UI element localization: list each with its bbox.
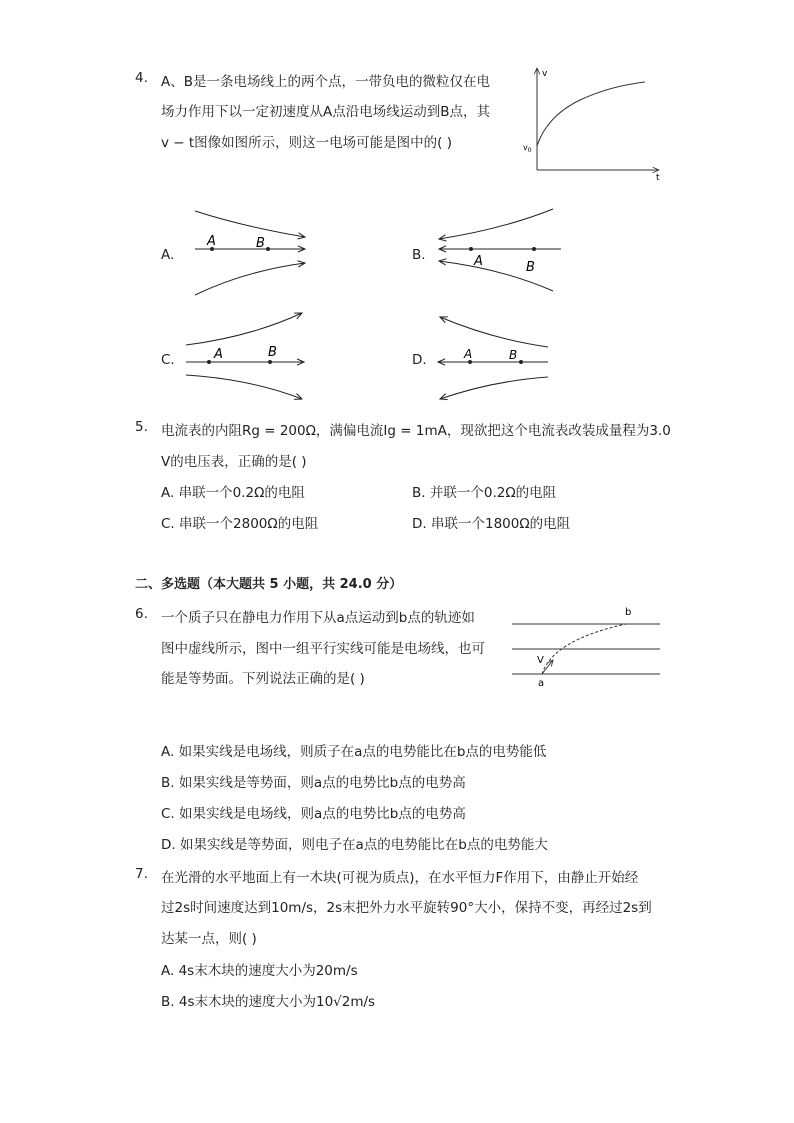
- option-label: B.: [412, 485, 426, 501]
- option-text: 如果实线是等势面，则电子在a点的电势能比在b点的电势能大: [179, 837, 548, 853]
- question-number: 4.: [135, 70, 148, 86]
- v0-label: $v_0$: [523, 143, 532, 154]
- option-a-label: A.: [161, 247, 175, 263]
- option-label: C.: [161, 806, 175, 822]
- option-label: B.: [161, 775, 175, 791]
- option-a[interactable]: [161, 740, 546, 760]
- point-b: [532, 247, 536, 251]
- question-number: 5.: [135, 419, 148, 435]
- x-axis-label: t: [656, 173, 660, 183]
- option-c-label: C.: [161, 352, 175, 368]
- option-a-figure: [185, 205, 315, 305]
- option-d-figure: [432, 305, 562, 405]
- point-a-label: a: [538, 678, 545, 689]
- point-b-label: B: [256, 236, 265, 251]
- option-text: 串联一个2800Ω的电阻: [179, 516, 319, 532]
- option-label: D.: [412, 516, 427, 532]
- question-text-line: 过2s时间速度达到10m/s，2s末把外力水平旋转90°大小，保持不变，再经过2s到: [161, 900, 652, 916]
- velocity-label: V: [537, 655, 544, 666]
- question-number: 6.: [135, 606, 148, 622]
- option-label: D.: [161, 837, 176, 853]
- option-a[interactable]: [161, 959, 358, 979]
- question-text-line: 在光滑的水平地面上有一木块(可视为质点)，在水平恒力F作用下，由静止开始经: [161, 870, 639, 886]
- option-text: 如果实线是等势面，则a点的电势比b点的电势高: [178, 775, 466, 791]
- point-b-label: B: [526, 260, 535, 275]
- option-b[interactable]: [161, 771, 466, 791]
- point-a-label: A: [464, 347, 473, 361]
- field-line: [440, 377, 548, 399]
- point-b-label: b: [625, 607, 632, 618]
- option-d[interactable]: [412, 512, 570, 532]
- point-a: [469, 247, 473, 251]
- section-heading: 二、多选题（本大题共 5 小题，共 24.0 分）: [135, 577, 403, 592]
- field-line: [195, 263, 305, 295]
- trajectory-figure: [508, 600, 663, 689]
- question-text-line: A、B是一条电场线上的两个点，一带负电的微粒仅在电: [161, 74, 490, 90]
- option-text: 串联一个0.2Ω的电阻: [178, 485, 305, 501]
- option-label: B.: [161, 994, 175, 1010]
- point-b: [266, 247, 270, 251]
- field-line: [186, 375, 302, 399]
- point-a-label: A: [474, 254, 483, 269]
- option-text: 如果实线是电场线，则a点的电势比b点的电势高: [179, 806, 466, 822]
- option-c-figure: [180, 305, 310, 405]
- option-a[interactable]: [161, 481, 305, 501]
- option-c[interactable]: [161, 802, 466, 822]
- option-text: 并联一个0.2Ω的电阻: [429, 485, 557, 501]
- field-line: [440, 317, 548, 347]
- option-label: A.: [161, 744, 175, 760]
- point-b-label: B: [509, 348, 518, 362]
- question-text-line: 达某一点，则( ): [161, 931, 257, 947]
- question-text-line: 图中虚线所示，图中一组平行实线可能是电场线，也可: [161, 641, 485, 657]
- question-number: 7.: [135, 866, 148, 882]
- field-line: [439, 209, 553, 239]
- point-a-label: A: [207, 234, 216, 249]
- option-text: 4s末木块的速度大小为20m/s: [178, 963, 358, 979]
- option-d[interactable]: [161, 833, 548, 853]
- option-b-label: B.: [412, 247, 426, 263]
- option-label: A.: [161, 485, 175, 501]
- y-axis-label: v: [542, 69, 548, 79]
- question-text-line: 场力作用下以一定初速度从A点沿电场线运动到B点，其: [161, 104, 490, 120]
- option-d-label: D.: [412, 352, 427, 368]
- question-text-line: 能是等势面。下列说法正确的是( ): [161, 671, 365, 687]
- point-b-label: B: [268, 345, 277, 360]
- field-line: [186, 313, 302, 345]
- velocity-curve: [537, 82, 645, 146]
- option-b[interactable]: [161, 990, 375, 1010]
- vt-graph: [525, 62, 665, 182]
- option-text: 串联一个1800Ω的电阻: [430, 516, 571, 532]
- point-b: [519, 360, 523, 364]
- option-c[interactable]: [161, 512, 318, 532]
- option-label: C.: [161, 516, 175, 532]
- question-text-line: 一个质子只在静电力作用下从a点运动到b点的轨迹如: [161, 610, 475, 626]
- option-b[interactable]: [412, 481, 556, 501]
- question-text-line: V的电压表，正确的是( ): [161, 454, 307, 470]
- option-text: 如果实线是电场线，则质子在a点的电势能比在b点的电势能低: [178, 744, 547, 760]
- option-b-figure: [433, 205, 563, 305]
- question-text-line: v − t图像如图所示，则这一电场可能是图中的( ): [161, 135, 453, 151]
- point-a: [207, 360, 211, 364]
- field-line: [439, 261, 553, 291]
- point-b: [268, 360, 272, 364]
- option-label: A.: [161, 963, 175, 979]
- question-text-line: 电流表的内阻Rg = 200Ω，满偏电流Ig = 1mA，现欲把这个电流表改装成量程为3.0: [161, 423, 671, 439]
- option-text: 4s末木块的速度大小为10√2m/s: [178, 994, 376, 1010]
- point-a-label: A: [214, 347, 223, 362]
